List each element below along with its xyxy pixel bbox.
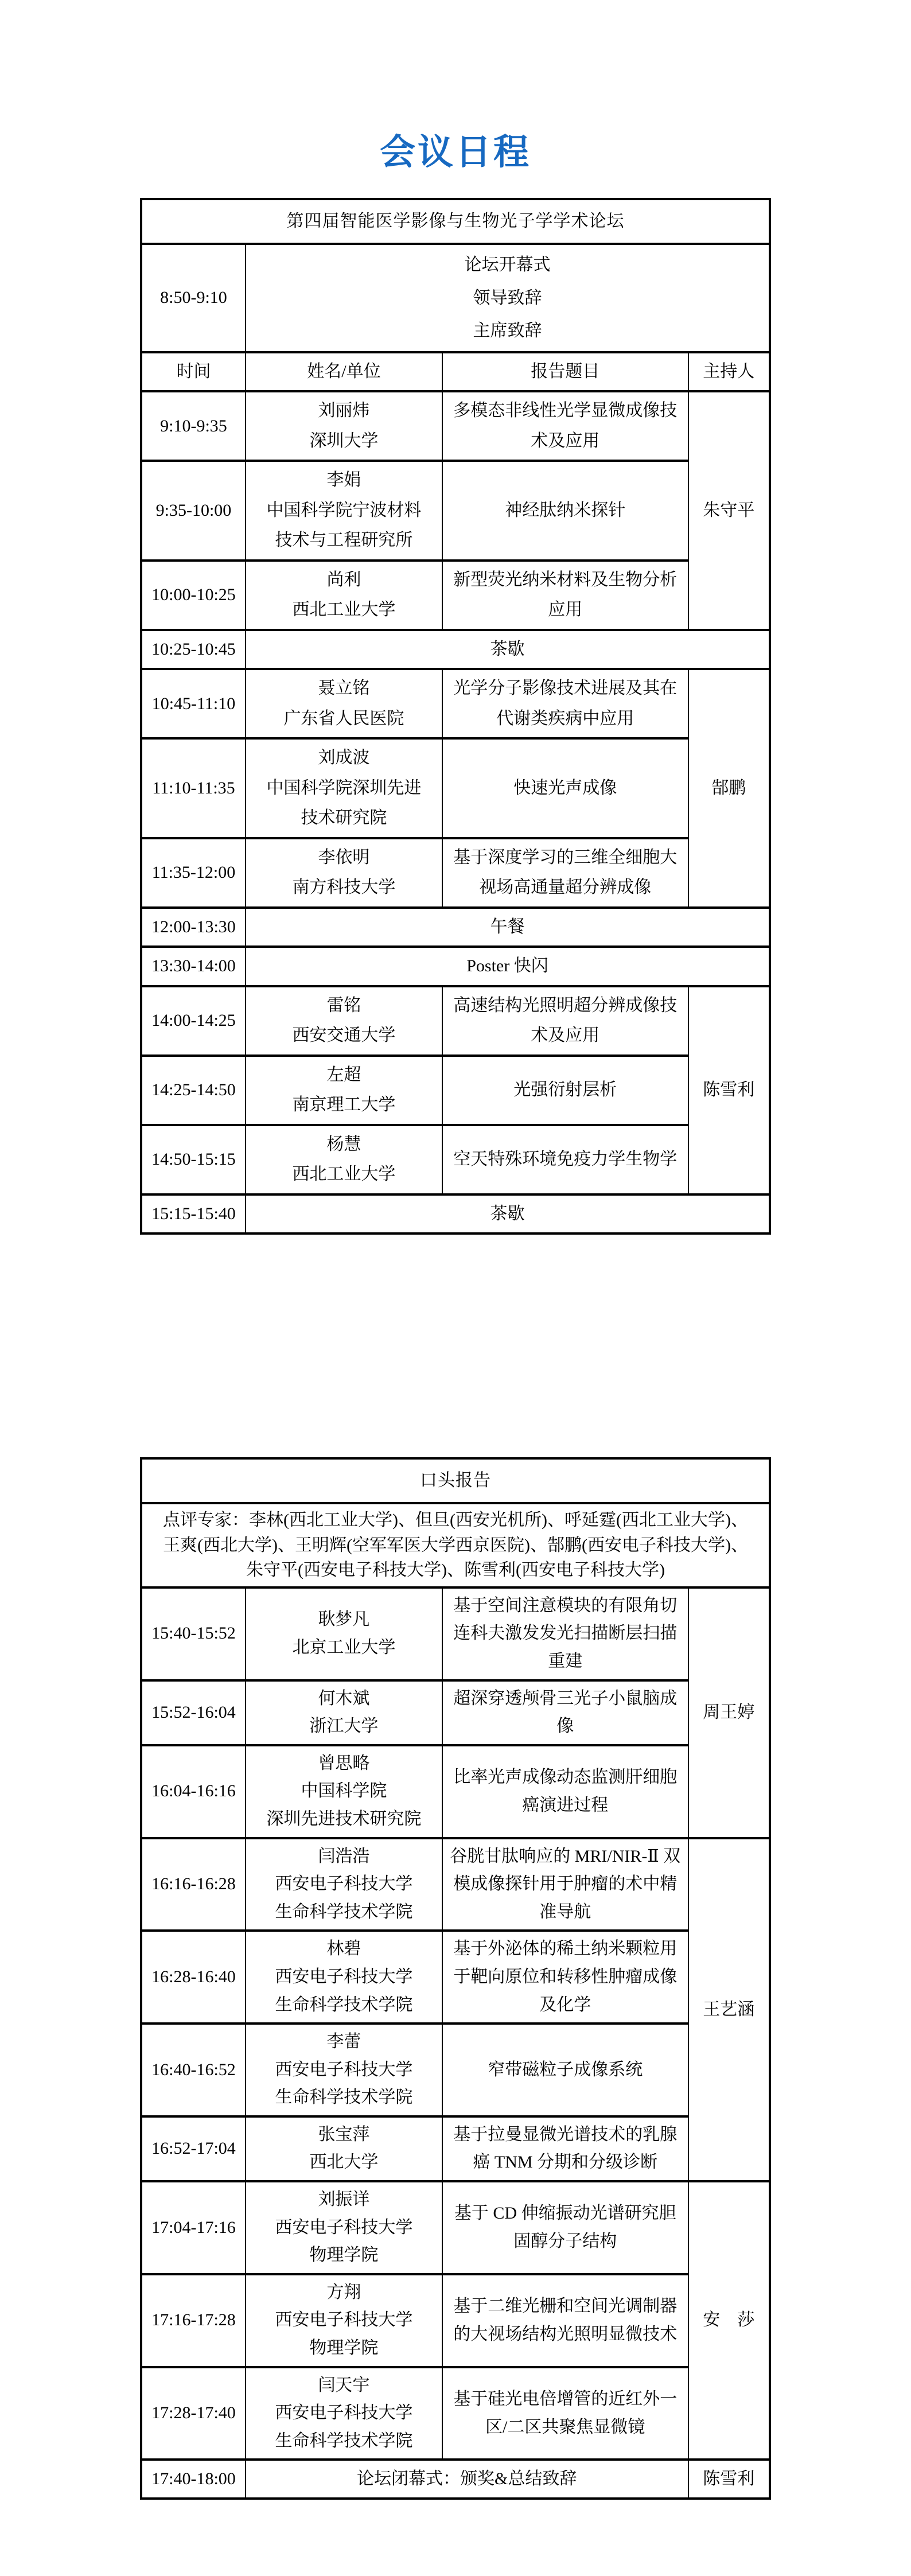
talk-title-cell: 基于空间注意模块的有限角切连科夫激发发光扫描断层扫描重建 <box>442 1587 688 1680</box>
speaker-name: 杨慧 <box>326 1134 361 1154</box>
speaker-unit: 西安电子科技大学 <box>275 1967 413 1986</box>
talk-title-cell: 光学分子影像技术进展及其在代谢类疾病中应用 <box>442 669 688 738</box>
time-cell: 17:28-17:40 <box>141 2367 246 2460</box>
talk-title-cell: 谷胱甘肽响应的 MRI/NIR-Ⅱ 双模成像探针用于肿瘤的术中精准导航 <box>442 1838 688 1931</box>
column-header-row <box>141 352 770 392</box>
speaker-cell <box>246 1931 442 2024</box>
speaker-cell <box>246 2367 442 2460</box>
time-cell: 15:40-15:52 <box>141 1587 246 1680</box>
speaker-unit: 北京工业大学 <box>292 1637 396 1657</box>
closing-row <box>141 2460 770 2499</box>
session-row <box>141 2024 770 2116</box>
speaker-cell <box>246 2181 442 2274</box>
speaker-unit: 广东省人民医院 <box>283 709 404 728</box>
session-row <box>141 2274 770 2367</box>
time-cell: 14:00-14:25 <box>141 986 246 1056</box>
speaker-unit: 西北大学 <box>309 2153 379 2172</box>
talk-title-cell: 超深穿透颅骨三光子小鼠脑成像 <box>442 1680 688 1745</box>
time-cell: 10:25-10:45 <box>141 630 246 670</box>
speaker-unit: 技术研究院 <box>301 808 387 828</box>
speaker-cell <box>246 1056 442 1125</box>
speaker-unit: 中国科学院 <box>301 1781 387 1801</box>
talk-title-cell: 高速结构光照明超分辨成像技术及应用 <box>442 986 688 1056</box>
speaker-cell <box>246 1745 442 1838</box>
session-row <box>141 1587 770 1680</box>
chair-cell: 周王婷 <box>688 1587 770 1838</box>
time-cell: 16:04-16:16 <box>141 1745 246 1838</box>
experts-row <box>141 1503 770 1587</box>
speaker-unit: 中国科学院宁波材料 <box>266 500 422 520</box>
speaker-unit: 西安电子科技大学 <box>275 2060 413 2079</box>
speaker-unit: 物理学院 <box>309 2246 379 2265</box>
time-cell: 16:52-17:04 <box>141 2116 246 2181</box>
col-header-time: 时间 <box>141 352 246 392</box>
speaker-name: 张宝萍 <box>318 2124 370 2144</box>
time-cell: 15:15-15:40 <box>141 1194 246 1234</box>
speaker-name: 李依明 <box>318 847 370 867</box>
speaker-cell <box>246 391 442 461</box>
talk-title-cell: 基于拉曼显微光谱技术的乳腺癌 TNM 分期和分级诊断 <box>442 2116 688 2181</box>
time-cell: 17:04-17:16 <box>141 2181 246 2274</box>
speaker-unit: 生命科学技术学院 <box>275 1902 413 1921</box>
opening-line: 主席致辞 <box>473 321 542 341</box>
time-cell: 13:30-14:00 <box>141 947 246 986</box>
speaker-cell <box>246 1838 442 1931</box>
talk-title-cell: 基于二维光栅和空间光调制器的大视场结构光照明显微技术 <box>442 2274 688 2367</box>
forum-title: 第四届智能医学影像与生物光子学学术论坛 <box>141 199 770 244</box>
chair-cell: 陈雪利 <box>688 2460 770 2499</box>
session-row <box>141 1125 770 1194</box>
speaker-name: 李娟 <box>326 470 361 490</box>
session-row <box>141 669 770 738</box>
speaker-name: 刘丽炜 <box>318 401 370 421</box>
opening-row <box>141 244 770 352</box>
speaker-name: 方翔 <box>326 2282 361 2302</box>
session-row <box>141 2367 770 2460</box>
speaker-unit: 西安电子科技大学 <box>275 2403 413 2423</box>
time-cell: 17:40-18:00 <box>141 2460 246 2499</box>
speaker-unit: 生命科学技术学院 <box>275 2431 413 2450</box>
speaker-unit: 生命科学技术学院 <box>275 2088 413 2107</box>
time-cell: 17:16-17:28 <box>141 2274 246 2367</box>
speaker-name: 刘成波 <box>318 748 370 768</box>
speaker-cell <box>246 461 442 561</box>
opening-line: 领导致辞 <box>473 288 542 308</box>
speaker-name: 聂立铭 <box>318 679 370 698</box>
speaker-unit: 中国科学院深圳先进 <box>266 778 422 797</box>
time-cell: 14:25-14:50 <box>141 1056 246 1125</box>
session-row <box>141 738 770 838</box>
table-title-row <box>141 199 770 244</box>
session-row <box>141 391 770 461</box>
talk-title-cell: 基于外泌体的稀土纳米颗粒用于靶向原位和转移性肿瘤成像及化学 <box>442 1931 688 2024</box>
speaker-name: 闫浩浩 <box>318 1846 370 1866</box>
chair-cell: 朱守平 <box>688 391 770 630</box>
speaker-unit: 南方科技大学 <box>292 878 396 897</box>
break-label: 午餐 <box>246 908 770 947</box>
opening-ceremony-cell <box>246 244 770 352</box>
speaker-unit: 西安电子科技大学 <box>275 2217 413 2237</box>
talk-title-cell: 光强衍射层析 <box>442 1056 688 1125</box>
opening-line: 论坛开幕式 <box>464 255 551 274</box>
talk-title-cell: 基于深度学习的三维全细胞大视场高通量超分辨成像 <box>442 838 688 908</box>
speaker-cell <box>246 2274 442 2367</box>
schedule-table-plenary <box>140 198 771 1235</box>
time-cell: 14:50-15:15 <box>141 1125 246 1194</box>
speaker-unit: 西北工业大学 <box>292 600 396 620</box>
speaker-cell <box>246 1125 442 1194</box>
speaker-name: 耿梦凡 <box>318 1610 370 1629</box>
experts-line: 王爽(西北大学)、王明辉(空军军医大学西京医院)、郜鹏(西安电子科技大学)、 <box>163 1535 748 1555</box>
speaker-name: 李蕾 <box>326 2032 361 2052</box>
break-label: 茶歇 <box>246 630 770 670</box>
break-row <box>141 1194 770 1234</box>
time-cell: 9:35-10:00 <box>141 461 246 561</box>
table-title-row <box>141 1458 770 1503</box>
session-row <box>141 2116 770 2181</box>
speaker-name: 何木斌 <box>318 1688 370 1708</box>
session-row <box>141 1056 770 1125</box>
session-row <box>141 561 770 630</box>
speaker-unit: 西安电子科技大学 <box>275 2310 413 2330</box>
talk-title-cell: 窄带磁粒子成像系统 <box>442 2024 688 2116</box>
speaker-cell <box>246 1587 442 1680</box>
page-title: 会议日程 <box>379 133 531 172</box>
speaker-unit: 深圳大学 <box>309 431 379 450</box>
time-cell: 9:10-9:35 <box>141 391 246 461</box>
time-cell: 16:40-16:52 <box>141 2024 246 2116</box>
speaker-cell <box>246 2024 442 2116</box>
session-row <box>141 1931 770 2024</box>
speaker-cell <box>246 1680 442 1745</box>
speaker-cell <box>246 738 442 838</box>
chair-cell: 王艺涵 <box>688 1838 770 2182</box>
break-row <box>141 947 770 986</box>
talk-title-cell: 多模态非线性光学显微成像技术及应用 <box>442 391 688 461</box>
schedule-table-oral <box>140 1457 771 2500</box>
speaker-name: 闫天宇 <box>318 2375 370 2395</box>
speaker-unit: 西安电子科技大学 <box>275 1874 413 1894</box>
speaker-unit: 物理学院 <box>309 2338 379 2358</box>
time-cell: 10:45-11:10 <box>141 669 246 738</box>
session-row <box>141 838 770 908</box>
talk-title-cell: 神经肽纳米探针 <box>442 461 688 561</box>
break-label: 茶歇 <box>246 1194 770 1234</box>
experts-line: 点评专家：李林(西北工业大学)、但旦(西安光机所)、呼延霆(西北工业大学)、 <box>163 1511 748 1530</box>
speaker-cell <box>246 669 442 738</box>
speaker-name: 林碧 <box>326 1939 361 1959</box>
speaker-name: 雷铭 <box>326 995 361 1015</box>
talk-title-cell: 比率光声成像动态监测肝细胞癌演进过程 <box>442 1745 688 1838</box>
time-cell: 11:10-11:35 <box>141 738 246 838</box>
speaker-cell <box>246 986 442 1056</box>
speaker-name: 尚利 <box>326 570 361 589</box>
speaker-unit: 技术与工程研究所 <box>275 531 413 550</box>
speaker-name: 左超 <box>326 1065 361 1084</box>
review-experts-cell <box>141 1503 770 1587</box>
time-cell: 12:00-13:30 <box>141 908 246 947</box>
talk-title-cell: 基于 CD 伸缩振动光谱研究胆固醇分子结构 <box>442 2181 688 2274</box>
speaker-unit: 深圳先进技术研究院 <box>266 1809 422 1828</box>
closing-ceremony-label: 论坛闭幕式：颁奖&总结致辞 <box>246 2460 688 2499</box>
speaker-cell <box>246 2116 442 2181</box>
talk-title-cell: 基于硅光电倍增管的近红外一区/二区共聚焦显微镜 <box>442 2367 688 2460</box>
chair-cell: 郜鹏 <box>688 669 770 908</box>
speaker-name: 曾思略 <box>318 1753 370 1773</box>
oral-session-title: 口头报告 <box>141 1458 770 1503</box>
time-cell: 8:50-9:10 <box>141 244 246 352</box>
break-row <box>141 908 770 947</box>
break-label: Poster 快闪 <box>246 947 770 986</box>
session-row <box>141 1745 770 1838</box>
time-cell: 16:28-16:40 <box>141 1931 246 2024</box>
speaker-unit: 南京理工大学 <box>292 1095 396 1115</box>
speaker-cell <box>246 561 442 630</box>
session-row <box>141 2181 770 2274</box>
talk-title-cell: 新型荧光纳米材料及生物分析应用 <box>442 561 688 630</box>
experts-line: 朱守平(西安电子科技大学)、陈雪利(西安电子科技大学) <box>246 1561 665 1580</box>
speaker-unit: 生命科学技术学院 <box>275 1995 413 2014</box>
speaker-unit: 西北工业大学 <box>292 1165 396 1184</box>
col-header-name-unit: 姓名/单位 <box>246 352 442 392</box>
time-cell: 15:52-16:04 <box>141 1680 246 1745</box>
chair-cell: 安 莎 <box>688 2181 770 2460</box>
session-row <box>141 1838 770 1931</box>
chair-cell: 陈雪利 <box>688 986 770 1194</box>
col-header-chair: 主持人 <box>688 352 770 392</box>
break-row <box>141 630 770 670</box>
talk-title-cell: 空天特殊环境免疫力学生物学 <box>442 1125 688 1194</box>
session-row <box>141 1680 770 1745</box>
col-header-talk-title: 报告题目 <box>442 352 688 392</box>
time-cell: 10:00-10:25 <box>141 561 246 630</box>
speaker-name: 刘振详 <box>318 2190 370 2209</box>
talk-title-cell: 快速光声成像 <box>442 738 688 838</box>
speaker-cell <box>246 838 442 908</box>
speaker-unit: 浙江大学 <box>309 1717 379 1736</box>
session-row <box>141 986 770 1056</box>
session-row <box>141 461 770 561</box>
speaker-unit: 西安交通大学 <box>292 1026 396 1045</box>
time-cell: 11:35-12:00 <box>141 838 246 908</box>
time-cell: 16:16-16:28 <box>141 1838 246 1931</box>
